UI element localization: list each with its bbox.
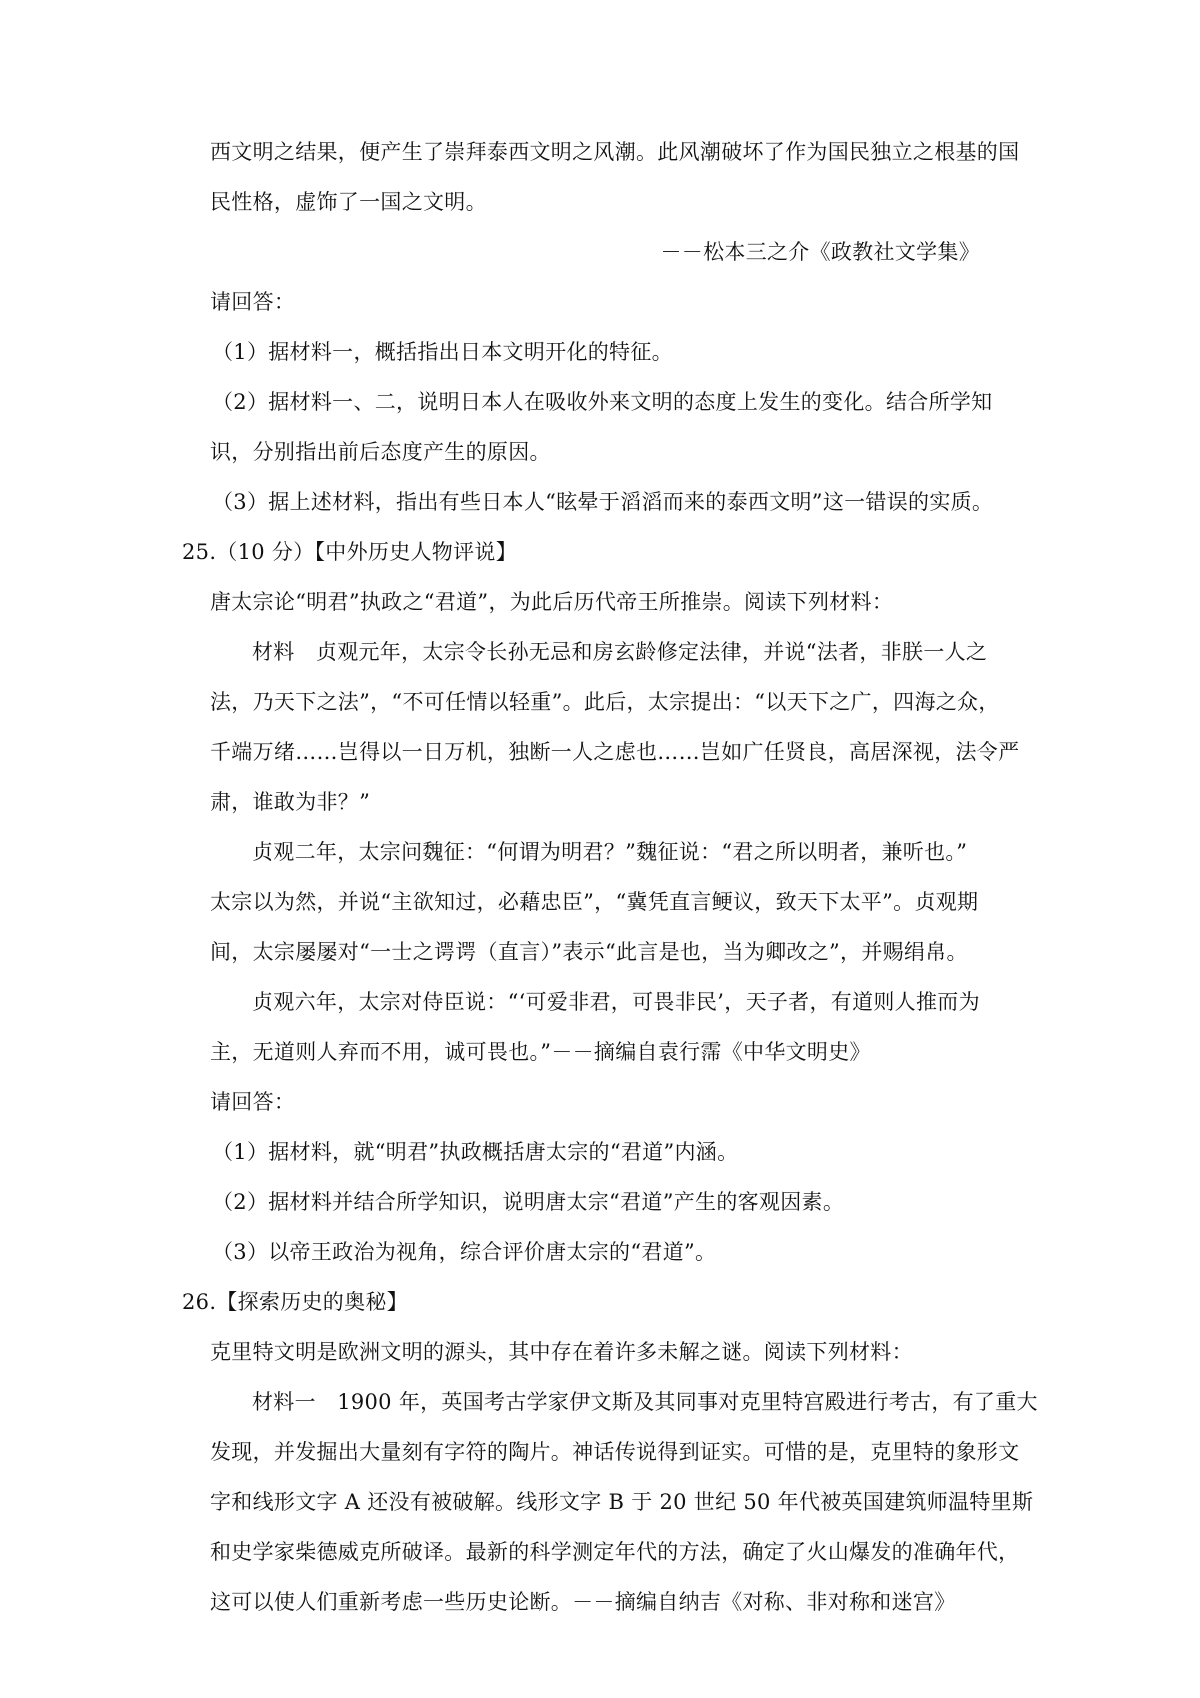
material-line: 太宗以为然，并说“主欲知过，必藉忠臣”，“冀凭直言鲠议，致天下太平”。贞观期	[210, 890, 979, 914]
question-item: （1）据材料一，概括指出日本文明开化的特征。	[212, 340, 673, 364]
source-citation: －－松本三之介《政教社文学集》	[660, 240, 980, 264]
text-line: 唐太宗论“明君”执政之“君道”，为此后历代帝王所推崇。阅读下列材料：	[210, 590, 894, 614]
material-line: 材料一 1900 年，英国考古学家伊文斯及其同事对克里特宫殿进行考古，有了重大	[252, 1390, 1038, 1414]
material-line: 字和线形文字 A 还没有被破解。线形文字 B 于 20 世纪 50 年代被英国建筑师温特里斯	[210, 1490, 1034, 1514]
material-line: 和史学家柴德威克所破译。最新的科学测定年代的方法，确定了火山爆发的准确年代，	[210, 1540, 1020, 1564]
text-line: 克里特文明是欧洲文明的源头，其中存在着许多未解之谜。阅读下列材料：	[210, 1340, 913, 1364]
question-item: （2）据材料并结合所学知识，说明唐太宗“君道”产生的客观因素。	[212, 1190, 845, 1214]
material-line: 贞观二年，太宗问魏征：“何谓为明君？”魏征说：“君之所以明者，兼听也。”	[252, 840, 968, 864]
material-line: 主，无道则人弃而不用，诚可畏也。”－－摘编自袁行霈《中华文明史》	[210, 1040, 871, 1064]
text-line: 西文明之结果，便产生了崇拜泰西文明之风潮。此风潮破坏了作为国民独立之根基的国	[210, 140, 1020, 164]
question-heading: 26.【探索历史的奥秘】	[182, 1290, 408, 1314]
material-line: 法，乃天下之法”，“不可任情以轻重”。此后，太宗提出：“以天下之广，四海之众，	[210, 690, 1000, 714]
question-item: （3）以帝王政治为视角，综合评价唐太宗的“君道”。	[212, 1240, 717, 1264]
text-line: 民性格，虚饰了一国之文明。	[210, 190, 487, 214]
question-item: （1）据材料，就“明君”执政概括唐太宗的“君道”内涵。	[212, 1140, 739, 1164]
material-line: 间，太宗屡屡对“一士之谔谔（直言）”表示“此言是也，当为卿改之”，并赐绢帛。	[210, 940, 968, 964]
material-line: 贞观六年，太宗对侍臣说：“‘可爱非君，可畏非民’，天子者，有道则人推而为	[252, 990, 980, 1014]
material-line: 肃，谁敢为非？”	[210, 790, 371, 814]
material-line: 发现，并发掘出大量刻有字符的陶片。神话传说得到证实。可惜的是，克里特的象形文	[210, 1440, 1020, 1464]
prompt-label: 请回答：	[210, 290, 296, 314]
question-item: （3）据上述材料，指出有些日本人“眩晕于滔滔而来的泰西文明”这一错误的实质。	[212, 490, 994, 514]
prompt-label: 请回答：	[210, 1090, 296, 1114]
material-line: 千端万绪……岂得以一日万机，独断一人之虑也……岂如广任贤良，高居深视，法令严	[210, 740, 1020, 764]
question-heading: 25.（10 分）【中外历史人物评说】	[182, 540, 517, 564]
question-item: （2）据材料一、二，说明日本人在吸收外来文明的态度上发生的变化。结合所学知	[212, 390, 993, 414]
material-line: 材料 贞观元年，太宗令长孙无忌和房玄龄修定法律，并说“法者，非朕一人之	[252, 640, 988, 664]
text-line: 识，分别指出前后态度产生的原因。	[210, 440, 551, 464]
material-line: 这可以使人们重新考虑一些历史论断。－－摘编自纳吉《对称、非对称和迷宫》	[210, 1590, 956, 1614]
